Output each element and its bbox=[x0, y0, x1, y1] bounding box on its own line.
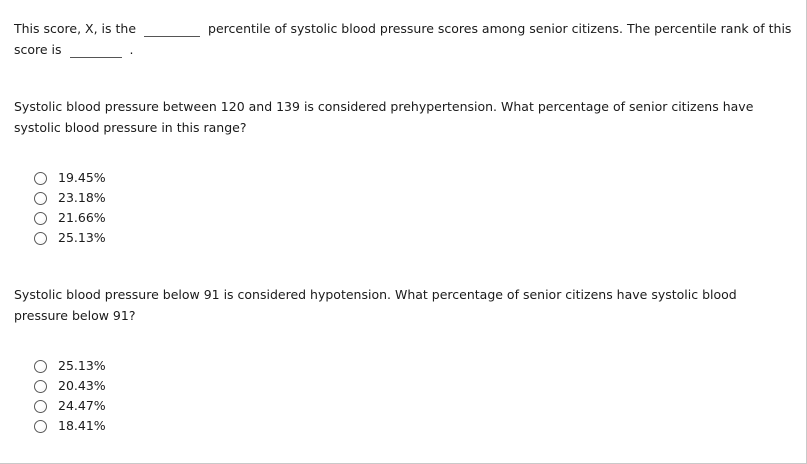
radio-button-icon[interactable] bbox=[34, 360, 47, 373]
list-item[interactable] bbox=[34, 208, 792, 228]
list-item[interactable] bbox=[34, 356, 792, 376]
spacer-after-percentile-question bbox=[14, 60, 792, 96]
radio-button-icon[interactable] bbox=[34, 172, 47, 185]
option-label: 24.47% bbox=[58, 398, 106, 413]
option-label: 21.66% bbox=[58, 210, 106, 225]
percentile-question-text-part-1: This score, X, is the bbox=[14, 21, 137, 36]
hypotension-question bbox=[14, 284, 792, 436]
list-item[interactable] bbox=[34, 188, 792, 208]
hypotension-options bbox=[14, 356, 792, 436]
list-item[interactable] bbox=[34, 416, 792, 436]
list-item[interactable] bbox=[34, 396, 792, 416]
radio-button-icon[interactable] bbox=[34, 400, 47, 413]
option-label: 18.41% bbox=[58, 418, 106, 433]
prehypertension-options bbox=[14, 168, 792, 248]
option-label: 25.13% bbox=[58, 230, 106, 245]
spacer-before-hypotension-options bbox=[14, 326, 792, 356]
list-item[interactable] bbox=[34, 376, 792, 396]
option-label: 25.13% bbox=[58, 358, 106, 373]
percentile-rank-blank-input[interactable] bbox=[70, 42, 122, 58]
percentile-question-text-part-3: . bbox=[129, 42, 134, 57]
option-label: 19.45% bbox=[58, 170, 106, 185]
radio-button-icon[interactable] bbox=[34, 232, 47, 245]
spacer-before-prehypertension-options bbox=[14, 138, 792, 168]
prehypertension-question-text: Systolic blood pressure between 120 and 139 is considered prehypertension. What percentage of senior citizens have systolic blood pressure in this range? bbox=[14, 99, 754, 135]
list-item[interactable] bbox=[34, 168, 792, 188]
radio-button-icon[interactable] bbox=[34, 212, 47, 225]
percentile-question-text-part-2: percentile of systolic blood pressure scores among senior citizens. The percentile rank of this score is bbox=[14, 21, 792, 57]
option-label: 20.43% bbox=[58, 378, 106, 393]
prehypertension-question bbox=[14, 96, 792, 248]
list-item[interactable] bbox=[34, 228, 792, 248]
spacer-after-prehypertension-question bbox=[14, 248, 792, 284]
radio-button-icon[interactable] bbox=[34, 420, 47, 433]
percentile-question-text bbox=[14, 18, 792, 60]
percentile-question bbox=[14, 18, 792, 60]
radio-button-icon[interactable] bbox=[34, 380, 47, 393]
hypotension-question-text: Systolic blood pressure below 91 is considered hypotension. What percentage of senior citizens have systolic blood pressure below 91? bbox=[14, 287, 737, 323]
radio-button-icon[interactable] bbox=[34, 192, 47, 205]
percentile-blank-input[interactable] bbox=[144, 21, 200, 37]
option-label: 23.18% bbox=[58, 190, 106, 205]
